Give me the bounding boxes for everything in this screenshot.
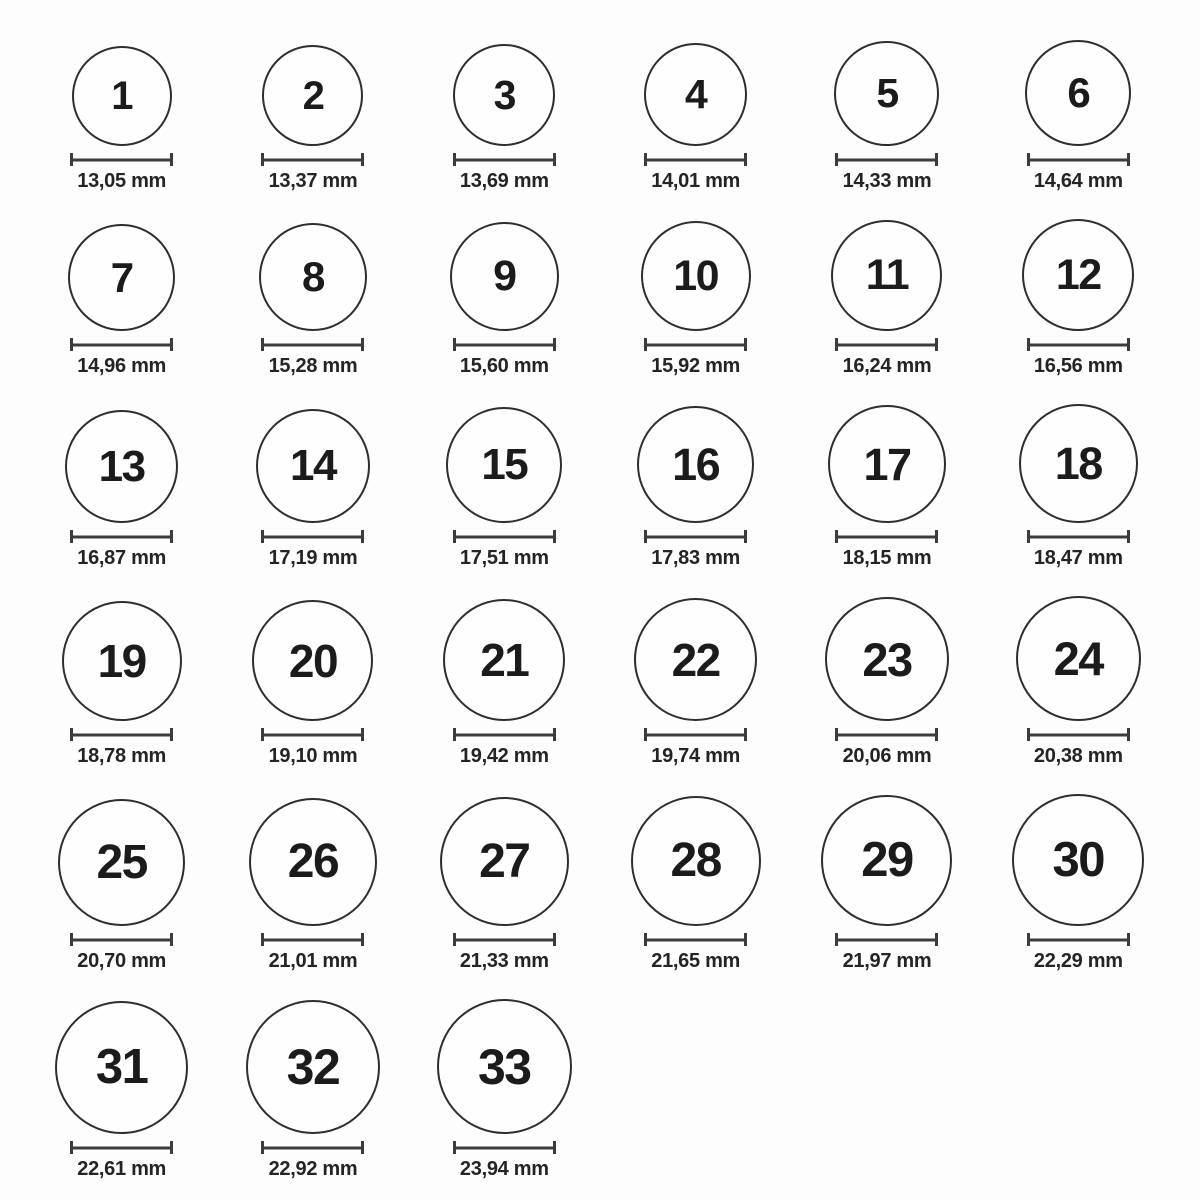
ruler-line xyxy=(261,938,364,941)
size-cell xyxy=(825,597,949,768)
size-cell xyxy=(453,44,556,193)
diameter-ruler xyxy=(70,153,173,166)
diameter-ruler xyxy=(835,728,938,741)
diameter-label: 21,97 mm xyxy=(842,950,932,972)
size-number: 31 xyxy=(95,1040,148,1094)
size-number: 29 xyxy=(861,833,913,887)
diameter-ruler xyxy=(453,153,556,166)
diameter-ruler xyxy=(261,530,364,543)
ruler-line xyxy=(835,733,938,736)
ruler-right-tick xyxy=(361,338,364,351)
diameter-ruler xyxy=(644,153,747,166)
size-circle xyxy=(821,795,952,926)
size-cell xyxy=(249,798,377,973)
ruler-right-tick xyxy=(553,1141,556,1154)
ruler-right-tick xyxy=(170,153,173,166)
diameter-ruler xyxy=(453,1141,556,1154)
ruler-right-tick xyxy=(553,530,556,543)
size-cell xyxy=(1016,596,1141,768)
size-number: 7 xyxy=(110,253,133,301)
diameter-ruler xyxy=(70,338,173,351)
size-cell xyxy=(437,999,572,1181)
size-cell xyxy=(831,220,942,378)
size-number: 20 xyxy=(288,634,338,687)
ruler-right-tick xyxy=(1127,530,1130,543)
diameter-label: 21,01 mm xyxy=(268,950,358,972)
ruler-right-tick xyxy=(170,933,173,946)
diameter-label: 15,60 mm xyxy=(459,355,549,377)
diameter-label: 16,56 mm xyxy=(1033,355,1123,377)
diameter-ruler xyxy=(644,338,747,351)
diameter-label: 21,33 mm xyxy=(459,950,549,972)
ruler-right-tick xyxy=(553,153,556,166)
size-number: 30 xyxy=(1052,832,1105,887)
diameter-label: 17,83 mm xyxy=(651,547,741,569)
ruler-line xyxy=(453,158,556,161)
size-grid xyxy=(26,40,1174,1181)
diameter-ruler xyxy=(70,1141,173,1154)
ruler-line xyxy=(835,158,938,161)
size-circle xyxy=(55,1001,188,1134)
size-number: 6 xyxy=(1067,69,1090,116)
diameter-label: 19,42 mm xyxy=(459,745,549,767)
ruler-line xyxy=(453,938,556,941)
diameter-ruler xyxy=(835,338,938,351)
size-cell xyxy=(641,221,751,378)
size-number: 10 xyxy=(673,251,719,300)
diameter-label: 14,64 mm xyxy=(1033,170,1123,192)
ruler-right-tick xyxy=(553,728,556,741)
diameter-label: 19,10 mm xyxy=(268,745,358,767)
size-number: 26 xyxy=(287,835,339,888)
diameter-ruler xyxy=(835,153,938,166)
size-circle xyxy=(1025,40,1131,146)
size-cell xyxy=(259,223,367,378)
diameter-label: 13,37 mm xyxy=(268,170,358,192)
diameter-ruler xyxy=(261,338,364,351)
diameter-ruler xyxy=(70,530,173,543)
diameter-ruler xyxy=(453,530,556,543)
size-number: 1 xyxy=(111,74,133,118)
size-number: 21 xyxy=(480,634,529,686)
size-cell xyxy=(637,406,754,570)
size-number: 19 xyxy=(97,635,146,687)
size-circle xyxy=(252,600,373,721)
ruler-right-tick xyxy=(361,728,364,741)
ruler-line xyxy=(835,938,938,941)
size-number: 25 xyxy=(96,835,147,889)
diameter-label: 16,87 mm xyxy=(77,547,167,569)
size-circle xyxy=(62,601,182,721)
size-circle xyxy=(453,44,555,146)
diameter-label: 20,38 mm xyxy=(1033,745,1123,767)
size-circle xyxy=(631,796,761,926)
size-number: 12 xyxy=(1055,250,1101,299)
size-circle xyxy=(450,222,559,331)
size-circle xyxy=(644,43,747,146)
ruler-right-tick xyxy=(1127,728,1130,741)
size-cell xyxy=(644,43,747,193)
ruler-right-tick xyxy=(744,728,747,741)
diameter-ruler xyxy=(453,933,556,946)
size-circle xyxy=(637,406,754,523)
size-circle xyxy=(634,598,757,721)
ruler-line xyxy=(1027,158,1130,161)
size-number: 13 xyxy=(98,441,145,491)
ruler-line xyxy=(835,343,938,346)
diameter-label: 17,51 mm xyxy=(459,547,549,569)
diameter-ruler xyxy=(835,530,938,543)
ruler-line xyxy=(70,158,173,161)
ruler-line xyxy=(835,535,938,538)
size-circle xyxy=(262,45,363,146)
diameter-ruler xyxy=(1027,530,1130,543)
size-number: 9 xyxy=(493,252,516,300)
size-number: 28 xyxy=(670,834,721,887)
diameter-label: 21,65 mm xyxy=(651,950,741,972)
size-number: 16 xyxy=(672,439,720,490)
diameter-ruler xyxy=(261,728,364,741)
diameter-ruler xyxy=(70,728,173,741)
size-circle xyxy=(246,1000,380,1134)
ruler-line xyxy=(261,158,364,161)
size-number: 24 xyxy=(1053,632,1103,685)
diameter-label: 22,29 mm xyxy=(1033,950,1123,972)
diameter-label: 16,24 mm xyxy=(842,355,932,377)
diameter-ruler xyxy=(1027,153,1130,166)
ruler-line xyxy=(1027,938,1130,941)
ruler-right-tick xyxy=(170,728,173,741)
size-circle xyxy=(825,597,949,721)
ruler-line xyxy=(261,1146,364,1149)
ruler-right-tick xyxy=(744,530,747,543)
size-circle xyxy=(259,223,367,331)
size-cell xyxy=(828,405,946,570)
ruler-right-tick xyxy=(744,338,747,351)
ruler-right-tick xyxy=(553,933,556,946)
ruler-line xyxy=(644,343,747,346)
diameter-label: 14,01 mm xyxy=(651,170,741,192)
size-circle xyxy=(58,799,185,926)
size-cell xyxy=(246,1000,380,1181)
ruler-right-tick xyxy=(361,1141,364,1154)
ruler-line xyxy=(453,535,556,538)
diameter-label: 14,96 mm xyxy=(77,355,167,377)
diameter-label: 20,70 mm xyxy=(77,950,167,972)
size-circle xyxy=(443,599,565,721)
size-cell xyxy=(1022,219,1134,378)
ruler-right-tick xyxy=(170,338,173,351)
ruler-line xyxy=(644,158,747,161)
diameter-label: 18,47 mm xyxy=(1033,547,1123,569)
size-cell xyxy=(450,222,559,378)
ruler-line xyxy=(70,938,173,941)
size-cell xyxy=(443,599,565,768)
ruler-line xyxy=(453,1146,556,1149)
ruler-right-tick xyxy=(935,338,938,351)
size-cell xyxy=(62,601,182,768)
ruler-right-tick xyxy=(744,933,747,946)
ruler-line xyxy=(70,733,173,736)
diameter-label: 20,06 mm xyxy=(842,745,932,767)
size-circle xyxy=(437,999,572,1134)
size-number: 18 xyxy=(1054,438,1102,489)
ruler-line xyxy=(1027,535,1130,538)
ruler-line xyxy=(644,733,747,736)
diameter-ruler xyxy=(835,933,938,946)
size-cell xyxy=(821,795,952,973)
diameter-ruler xyxy=(1027,338,1130,351)
diameter-label: 22,92 mm xyxy=(268,1158,358,1180)
diameter-ruler xyxy=(261,1141,364,1154)
diameter-ruler xyxy=(644,933,747,946)
diameter-label: 13,05 mm xyxy=(77,170,167,192)
size-cell xyxy=(440,797,569,973)
size-number: 8 xyxy=(302,253,324,300)
ruler-line xyxy=(1027,733,1130,736)
size-circle xyxy=(641,221,751,331)
size-cell xyxy=(1019,404,1138,570)
ruler-line xyxy=(644,535,747,538)
size-cell xyxy=(252,600,373,768)
size-cell xyxy=(68,224,175,378)
diameter-label: 15,28 mm xyxy=(268,355,358,377)
diameter-label: 19,74 mm xyxy=(651,745,741,767)
diameter-ruler xyxy=(261,153,364,166)
ruler-right-tick xyxy=(935,933,938,946)
ruler-line xyxy=(453,343,556,346)
size-cell xyxy=(1025,40,1131,193)
ruler-right-tick xyxy=(361,153,364,166)
size-number: 23 xyxy=(862,632,912,686)
ruler-line xyxy=(261,733,364,736)
size-circle xyxy=(446,407,562,523)
ruler-right-tick xyxy=(361,530,364,543)
ruler-right-tick xyxy=(553,338,556,351)
diameter-label: 22,61 mm xyxy=(77,1158,167,1180)
size-number: 4 xyxy=(685,71,707,117)
ruler-right-tick xyxy=(1127,338,1130,351)
diameter-ruler xyxy=(453,338,556,351)
diameter-label: 17,19 mm xyxy=(268,547,358,569)
size-circle xyxy=(1022,219,1134,331)
size-number: 3 xyxy=(493,71,515,118)
size-circle xyxy=(72,46,172,146)
diameter-label: 18,78 mm xyxy=(77,745,167,767)
size-circle xyxy=(440,797,569,926)
ruler-right-tick xyxy=(935,728,938,741)
size-cell xyxy=(834,41,939,193)
diameter-ruler xyxy=(1027,933,1130,946)
ruler-right-tick xyxy=(361,933,364,946)
size-number: 5 xyxy=(876,70,898,116)
diameter-ruler xyxy=(644,530,747,543)
diameter-label: 13,69 mm xyxy=(459,170,549,192)
size-circle xyxy=(1012,794,1144,926)
size-number: 15 xyxy=(481,440,528,489)
ruler-line xyxy=(644,938,747,941)
diameter-label: 18,15 mm xyxy=(842,547,932,569)
size-cell xyxy=(55,1001,188,1181)
ruler-right-tick xyxy=(744,153,747,166)
ruler-right-tick xyxy=(935,153,938,166)
ruler-line xyxy=(261,343,364,346)
size-circle xyxy=(256,409,370,523)
size-cell xyxy=(58,799,185,973)
ruler-right-tick xyxy=(1127,933,1130,946)
diameter-ruler xyxy=(70,933,173,946)
size-number: 33 xyxy=(478,1038,531,1095)
ruler-right-tick xyxy=(935,530,938,543)
ruler-right-tick xyxy=(1127,153,1130,166)
size-cell xyxy=(261,45,364,193)
size-cell xyxy=(70,46,173,193)
size-circle xyxy=(1016,596,1141,721)
size-number: 32 xyxy=(286,1039,340,1095)
size-cell xyxy=(634,598,757,768)
diameter-label: 14,33 mm xyxy=(842,170,932,192)
size-number: 17 xyxy=(863,438,911,490)
diameter-ruler xyxy=(644,728,747,741)
diameter-ruler xyxy=(453,728,556,741)
ruler-line xyxy=(261,535,364,538)
size-number: 2 xyxy=(302,73,324,118)
size-circle xyxy=(834,41,939,146)
ruler-line xyxy=(70,343,173,346)
size-number: 11 xyxy=(865,251,909,299)
ruler-line xyxy=(70,1146,173,1149)
ruler-right-tick xyxy=(170,530,173,543)
size-number: 27 xyxy=(479,834,530,888)
ruler-line xyxy=(1027,343,1130,346)
diameter-ruler xyxy=(1027,728,1130,741)
size-cell xyxy=(631,796,761,973)
size-number: 22 xyxy=(671,633,720,686)
diameter-label: 23,94 mm xyxy=(459,1158,549,1180)
size-number: 14 xyxy=(290,441,336,490)
diameter-label: 15,92 mm xyxy=(651,355,741,377)
size-cell xyxy=(1012,794,1144,973)
ruler-line xyxy=(70,535,173,538)
size-circle xyxy=(831,220,942,331)
size-circle xyxy=(828,405,946,523)
size-cell xyxy=(446,407,562,570)
size-circle xyxy=(1019,404,1138,523)
size-circle xyxy=(68,224,175,331)
size-circle xyxy=(65,410,178,523)
ruler-line xyxy=(453,733,556,736)
size-circle xyxy=(249,798,377,926)
size-cell xyxy=(65,410,178,570)
ruler-right-tick xyxy=(170,1141,173,1154)
diameter-ruler xyxy=(261,933,364,946)
size-cell xyxy=(256,409,370,570)
